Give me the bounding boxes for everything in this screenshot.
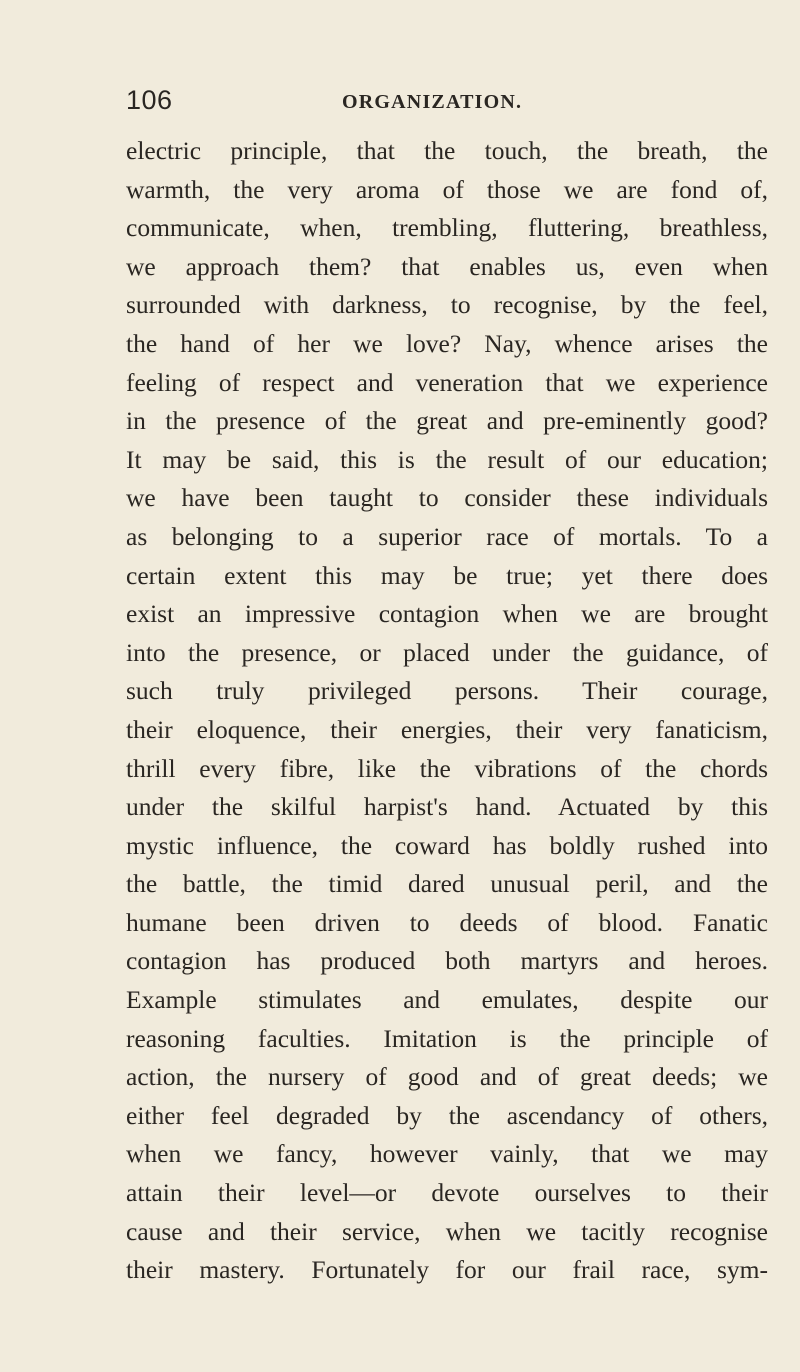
text-line: the battle, the timid dared unusual peril, and the — [126, 869, 768, 899]
text-line: communicate, when, trembling, fluttering, breathless, — [126, 213, 768, 243]
text-line: their mastery. Fortunately for our frail race, sym- — [126, 1255, 768, 1285]
text-line: into the presence, or placed under the guidance, of — [126, 637, 768, 667]
text-line: It may be said, this is the result of our education; — [126, 444, 768, 474]
text-line: warmth, the very aroma of those we are fond of, — [126, 174, 768, 204]
text-line: certain extent this may be true; yet there does — [126, 560, 768, 590]
text-line: Example stimulates and emulates, despite our — [126, 985, 768, 1015]
page-number: 106 — [126, 85, 173, 115]
text-line: exist an impressive contagion when we are brought — [126, 599, 768, 629]
body-text — [126, 132, 768, 1290]
text-line: when we fancy, however vainly, that we may — [126, 1139, 768, 1169]
page-header — [126, 84, 704, 120]
text-line: electric principle, that the touch, the breath, the — [126, 136, 768, 165]
text-line: we approach them? that enables us, even when — [126, 251, 768, 281]
text-line: as belonging to a superior race of mortals. To a — [126, 521, 768, 551]
running-head: ORGANIZATION. — [342, 91, 523, 113]
text-line: reasoning faculties. Imitation is the principle of — [126, 1023, 768, 1053]
text-line: cause and their service, when we tacitly recognise — [126, 1216, 768, 1246]
text-line: thrill every fibre, like the vibrations of the chords — [126, 753, 768, 783]
text-line: in the presence of the great and pre-eminently good? — [126, 406, 768, 436]
text-line: surrounded with darkness, to recognise, by the feel, — [126, 290, 768, 320]
text-line: under the skilful harpist's hand. Actuated by this — [126, 792, 768, 822]
text-line: their eloquence, their energies, their very fanaticism, — [126, 714, 768, 744]
text-line: the hand of her we love? Nay, whence arises the — [126, 328, 768, 358]
text-line: either feel degraded by the ascendancy of others, — [126, 1100, 768, 1130]
text-line: such truly privileged persons. Their courage, — [126, 676, 768, 706]
text-line: we have been taught to consider these individuals — [126, 483, 768, 513]
text-line: contagion has produced both martyrs and heroes. — [126, 946, 768, 976]
text-line: mystic influence, the coward has boldly rushed into — [126, 830, 768, 860]
text-line: action, the nursery of good and of great deeds; we — [126, 1062, 768, 1092]
text-line: humane been driven to deeds of blood. Fanatic — [126, 907, 768, 937]
text-line: feeling of respect and veneration that we experience — [126, 367, 768, 397]
text-line: attain their level—or devote ourselves to their — [126, 1178, 768, 1208]
